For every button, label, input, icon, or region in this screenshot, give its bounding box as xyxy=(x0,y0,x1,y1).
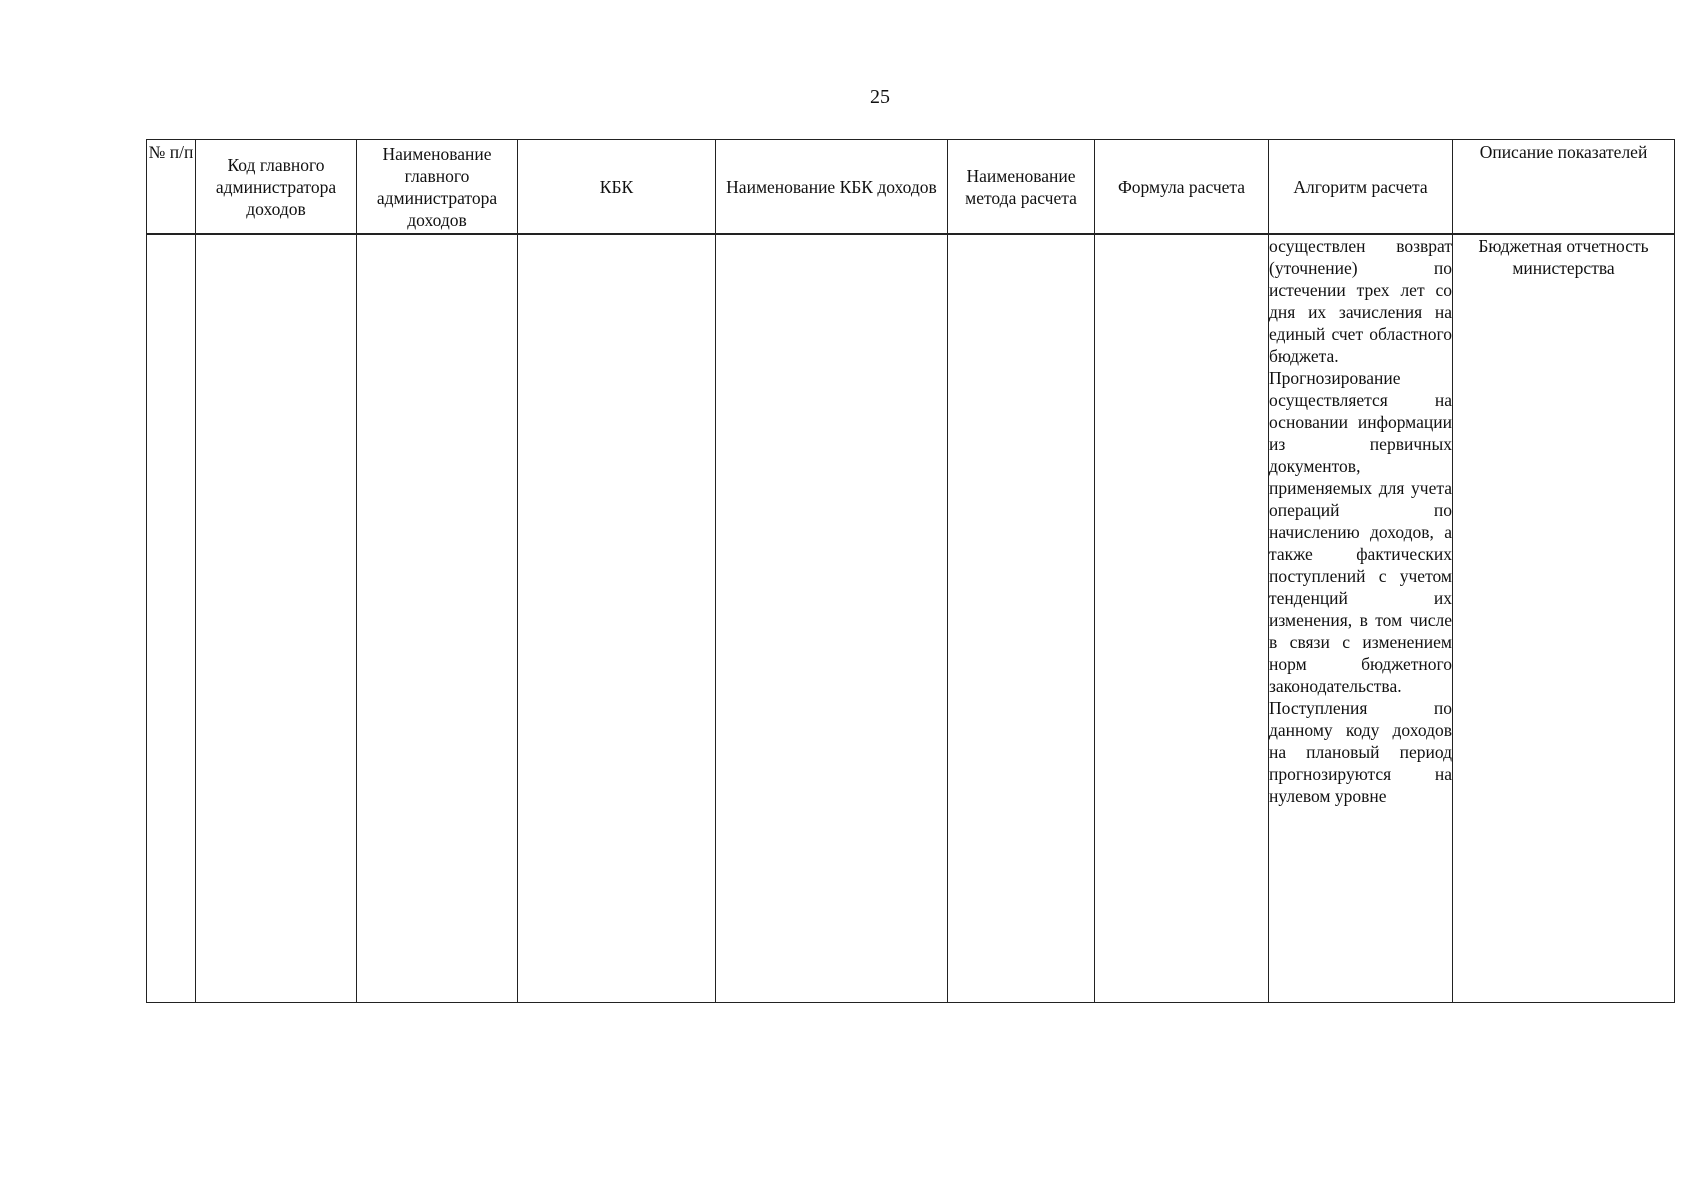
cell-algorithm: осуществлен возврат (уточнение) по истечении трех лет со дня их зачисления на единый счет областного бюджета. Прогнозирование осуществляется на основании информации из первичных документов, применяемых для учета операций по начислению доходов, а также фактических поступлений с учетом тенденций их изменения, в том числе в связи с изменением норм бюджетного законодательства. Поступления по данному коду доходов на плановый период прогнозируются на нулевом уровне xyxy=(1269,234,1453,1003)
cell-kbk-name xyxy=(716,234,948,1003)
table-header-row xyxy=(147,140,1675,235)
header-admin-code: Код главного администратора доходов xyxy=(196,140,357,235)
header-num: № п/п xyxy=(147,140,196,235)
header-kbk: КБК xyxy=(518,140,716,235)
cell-num xyxy=(147,234,196,1003)
cell-admin-name xyxy=(357,234,518,1003)
header-formula: Формула расчета xyxy=(1095,140,1269,235)
revenue-forecast-table xyxy=(146,139,1675,1003)
table-row xyxy=(147,234,1675,1003)
cell-admin-code xyxy=(196,234,357,1003)
cell-method xyxy=(948,234,1095,1003)
header-description: Описание показателей xyxy=(1453,140,1675,235)
header-admin-name: Наименование главного администратора доходов xyxy=(357,140,518,235)
page-number: 25 xyxy=(870,86,890,108)
header-algorithm: Алгоритм расчета xyxy=(1269,140,1453,235)
header-kbk-name: Наименование КБК доходов xyxy=(716,140,948,235)
header-method: Наименование метода расчета xyxy=(948,140,1095,235)
cell-formula xyxy=(1095,234,1269,1003)
cell-description: Бюджетная отчетность министерства xyxy=(1453,234,1675,1003)
cell-kbk xyxy=(518,234,716,1003)
